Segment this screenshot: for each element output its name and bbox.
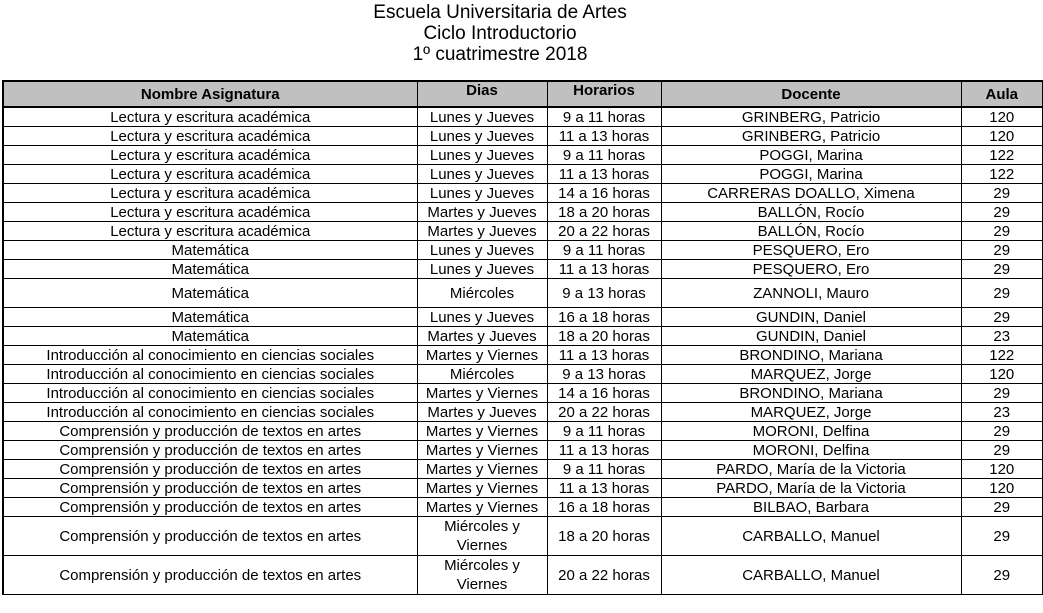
cell-horario: 11 a 13 horas xyxy=(547,260,661,279)
cell-aula: 29 xyxy=(961,241,1043,260)
cell-asignatura: Comprensión y producción de textos en artes xyxy=(3,479,417,498)
cell-horario: 9 a 13 horas xyxy=(547,279,661,308)
cell-asignatura: Introducción al conocimiento en ciencias sociales xyxy=(3,403,417,422)
cell-aula: 29 xyxy=(961,384,1043,403)
cell-dias: Lunes y Jueves xyxy=(417,184,547,203)
cell-docente: PARDO, María de la Victoria xyxy=(661,460,961,479)
cell-horario: 20 a 22 horas xyxy=(547,556,661,595)
cell-docente: BRONDINO, Mariana xyxy=(661,346,961,365)
table-row xyxy=(3,517,1043,556)
cell-docente: MORONI, Delfina xyxy=(661,422,961,441)
cell-dias: Lunes y Jueves xyxy=(417,127,547,146)
cell-docente: BALLÓN, Rocío xyxy=(661,203,961,222)
cell-aula: 29 xyxy=(961,203,1043,222)
table-row xyxy=(3,107,1043,127)
cell-docente: BRONDINO, Mariana xyxy=(661,384,961,403)
cell-asignatura: Lectura y escritura académica xyxy=(3,107,417,127)
table-row xyxy=(3,422,1043,441)
cell-dias: Martes y Jueves xyxy=(417,327,547,346)
cell-aula: 120 xyxy=(961,127,1043,146)
table-row xyxy=(3,260,1043,279)
cell-dias: Martes y Jueves xyxy=(417,403,547,422)
cell-horario: 18 a 20 horas xyxy=(547,517,661,556)
cell-aula: 29 xyxy=(961,279,1043,308)
cell-dias: Lunes y Jueves xyxy=(417,241,547,260)
cell-horario: 11 a 13 horas xyxy=(547,346,661,365)
cell-dias: Martes y Viernes xyxy=(417,384,547,403)
cell-asignatura: Lectura y escritura académica xyxy=(3,222,417,241)
cell-aula: 120 xyxy=(961,365,1043,384)
cell-horario: 14 a 16 horas xyxy=(547,384,661,403)
cell-aula: 23 xyxy=(961,403,1043,422)
cell-asignatura: Comprensión y producción de textos en artes xyxy=(3,498,417,517)
cycle-title: Ciclo Introductorio xyxy=(423,23,577,44)
cell-docente: BALLÓN, Rocío xyxy=(661,222,961,241)
table-row xyxy=(3,479,1043,498)
cell-docente: GRINBERG, Patricio xyxy=(661,107,961,127)
cell-horario: 9 a 11 horas xyxy=(547,107,661,127)
cell-asignatura: Comprensión y producción de textos en artes xyxy=(3,460,417,479)
cell-asignatura: Comprensión y producción de textos en artes xyxy=(3,517,417,556)
table-row xyxy=(3,327,1043,346)
cell-horario: 18 a 20 horas xyxy=(547,203,661,222)
term-title: 1º cuatrimestre 2018 xyxy=(412,44,588,65)
institution-title: Escuela Universitaria de Artes xyxy=(373,2,627,23)
cell-asignatura: Lectura y escritura académica xyxy=(3,146,417,165)
cell-dias: Martes y Viernes xyxy=(417,346,547,365)
cell-dias: Martes y Jueves xyxy=(417,203,547,222)
cell-docente: CARRERAS DOALLO, Ximena xyxy=(661,184,961,203)
table-row xyxy=(3,308,1043,327)
cell-dias: Lunes y Jueves xyxy=(417,260,547,279)
cell-dias: Martes y Viernes xyxy=(417,479,547,498)
cell-asignatura: Matemática xyxy=(3,279,417,308)
table-row xyxy=(3,460,1043,479)
cell-dias: Martes y Jueves xyxy=(417,222,547,241)
cell-asignatura: Introducción al conocimiento en ciencias sociales xyxy=(3,346,417,365)
table-row xyxy=(3,127,1043,146)
cell-horario: 14 a 16 horas xyxy=(547,184,661,203)
cell-asignatura: Lectura y escritura académica xyxy=(3,184,417,203)
cell-aula: 29 xyxy=(961,222,1043,241)
cell-docente: POGGI, Marina xyxy=(661,146,961,165)
cell-horario: 20 a 22 horas xyxy=(547,403,661,422)
schedule-table xyxy=(2,80,1043,595)
cell-asignatura: Lectura y escritura académica xyxy=(3,203,417,222)
cell-asignatura: Matemática xyxy=(3,241,417,260)
cell-horario: 16 a 18 horas xyxy=(547,498,661,517)
cell-docente: GUNDIN, Daniel xyxy=(661,308,961,327)
table-header-row xyxy=(3,81,1043,107)
column-header-asignatura: Nombre Asignatura xyxy=(3,81,417,107)
cell-aula: 29 xyxy=(961,260,1043,279)
cell-docente: GUNDIN, Daniel xyxy=(661,327,961,346)
table-row xyxy=(3,384,1043,403)
table-row xyxy=(3,346,1043,365)
cell-horario: 11 a 13 horas xyxy=(547,127,661,146)
cell-dias: Martes y Viernes xyxy=(417,498,547,517)
cell-aula: 23 xyxy=(961,327,1043,346)
cell-horario: 9 a 11 horas xyxy=(547,146,661,165)
cell-docente: PESQUERO, Ero xyxy=(661,260,961,279)
cell-dias: Lunes y Jueves xyxy=(417,107,547,127)
column-header-aula: Aula xyxy=(961,81,1043,107)
schedule-table-body xyxy=(3,107,1043,595)
cell-aula: 29 xyxy=(961,308,1043,327)
cell-dias: Martes y Viernes xyxy=(417,441,547,460)
cell-asignatura: Lectura y escritura académica xyxy=(3,165,417,184)
cell-dias: Miércoles xyxy=(417,365,547,384)
cell-horario: 11 a 13 horas xyxy=(547,165,661,184)
cell-asignatura: Lectura y escritura académica xyxy=(3,127,417,146)
cell-asignatura: Matemática xyxy=(3,308,417,327)
cell-asignatura: Comprensión y producción de textos en artes xyxy=(3,556,417,595)
table-row xyxy=(3,146,1043,165)
column-header-docente: Docente xyxy=(661,81,961,107)
column-header-horarios: Horarios xyxy=(547,81,661,107)
cell-aula: 120 xyxy=(961,460,1043,479)
cell-aula: 122 xyxy=(961,165,1043,184)
cell-asignatura: Matemática xyxy=(3,327,417,346)
cell-docente: PESQUERO, Ero xyxy=(661,241,961,260)
cell-asignatura: Comprensión y producción de textos en artes xyxy=(3,441,417,460)
cell-asignatura: Introducción al conocimiento en ciencias sociales xyxy=(3,384,417,403)
table-row xyxy=(3,184,1043,203)
cell-dias: Miércoles y Viernes xyxy=(417,556,547,595)
cell-dias: Lunes y Jueves xyxy=(417,146,547,165)
cell-dias: Miércoles y Viernes xyxy=(417,517,547,556)
cell-aula: 29 xyxy=(961,422,1043,441)
cell-docente: MORONI, Delfina xyxy=(661,441,961,460)
table-row xyxy=(3,365,1043,384)
cell-aula: 122 xyxy=(961,146,1043,165)
cell-dias: Lunes y Jueves xyxy=(417,165,547,184)
document-header xyxy=(0,0,1000,65)
cell-asignatura: Comprensión y producción de textos en artes xyxy=(3,422,417,441)
cell-horario: 16 a 18 horas xyxy=(547,308,661,327)
cell-horario: 9 a 13 horas xyxy=(547,365,661,384)
cell-dias: Martes y Viernes xyxy=(417,422,547,441)
table-row xyxy=(3,441,1043,460)
cell-horario: 20 a 22 horas xyxy=(547,222,661,241)
cell-aula: 120 xyxy=(961,107,1043,127)
table-row xyxy=(3,498,1043,517)
table-row xyxy=(3,222,1043,241)
cell-aula: 29 xyxy=(961,441,1043,460)
table-row xyxy=(3,165,1043,184)
cell-aula: 29 xyxy=(961,517,1043,556)
cell-docente: POGGI, Marina xyxy=(661,165,961,184)
table-row xyxy=(3,279,1043,308)
cell-asignatura: Introducción al conocimiento en ciencias sociales xyxy=(3,365,417,384)
cell-docente: PARDO, María de la Victoria xyxy=(661,479,961,498)
cell-docente: CARBALLO, Manuel xyxy=(661,517,961,556)
column-header-dias: Dias xyxy=(417,81,547,107)
cell-docente: CARBALLO, Manuel xyxy=(661,556,961,595)
cell-aula: 29 xyxy=(961,498,1043,517)
cell-horario: 11 a 13 horas xyxy=(547,441,661,460)
cell-aula: 122 xyxy=(961,346,1043,365)
cell-horario: 9 a 11 horas xyxy=(547,422,661,441)
cell-aula: 29 xyxy=(961,556,1043,595)
cell-docente: ZANNOLI, Mauro xyxy=(661,279,961,308)
cell-horario: 9 a 11 horas xyxy=(547,460,661,479)
cell-horario: 11 a 13 horas xyxy=(547,479,661,498)
cell-asignatura: Matemática xyxy=(3,260,417,279)
cell-aula: 120 xyxy=(961,479,1043,498)
cell-horario: 18 a 20 horas xyxy=(547,327,661,346)
cell-dias: Martes y Viernes xyxy=(417,460,547,479)
table-row xyxy=(3,203,1043,222)
cell-docente: MARQUEZ, Jorge xyxy=(661,365,961,384)
cell-aula: 29 xyxy=(961,184,1043,203)
table-row xyxy=(3,403,1043,422)
cell-docente: MARQUEZ, Jorge xyxy=(661,403,961,422)
cell-docente: BILBAO, Barbara xyxy=(661,498,961,517)
cell-horario: 9 a 11 horas xyxy=(547,241,661,260)
table-row xyxy=(3,241,1043,260)
cell-docente: GRINBERG, Patricio xyxy=(661,127,961,146)
cell-dias: Lunes y Jueves xyxy=(417,308,547,327)
table-row xyxy=(3,556,1043,595)
cell-dias: Miércoles xyxy=(417,279,547,308)
